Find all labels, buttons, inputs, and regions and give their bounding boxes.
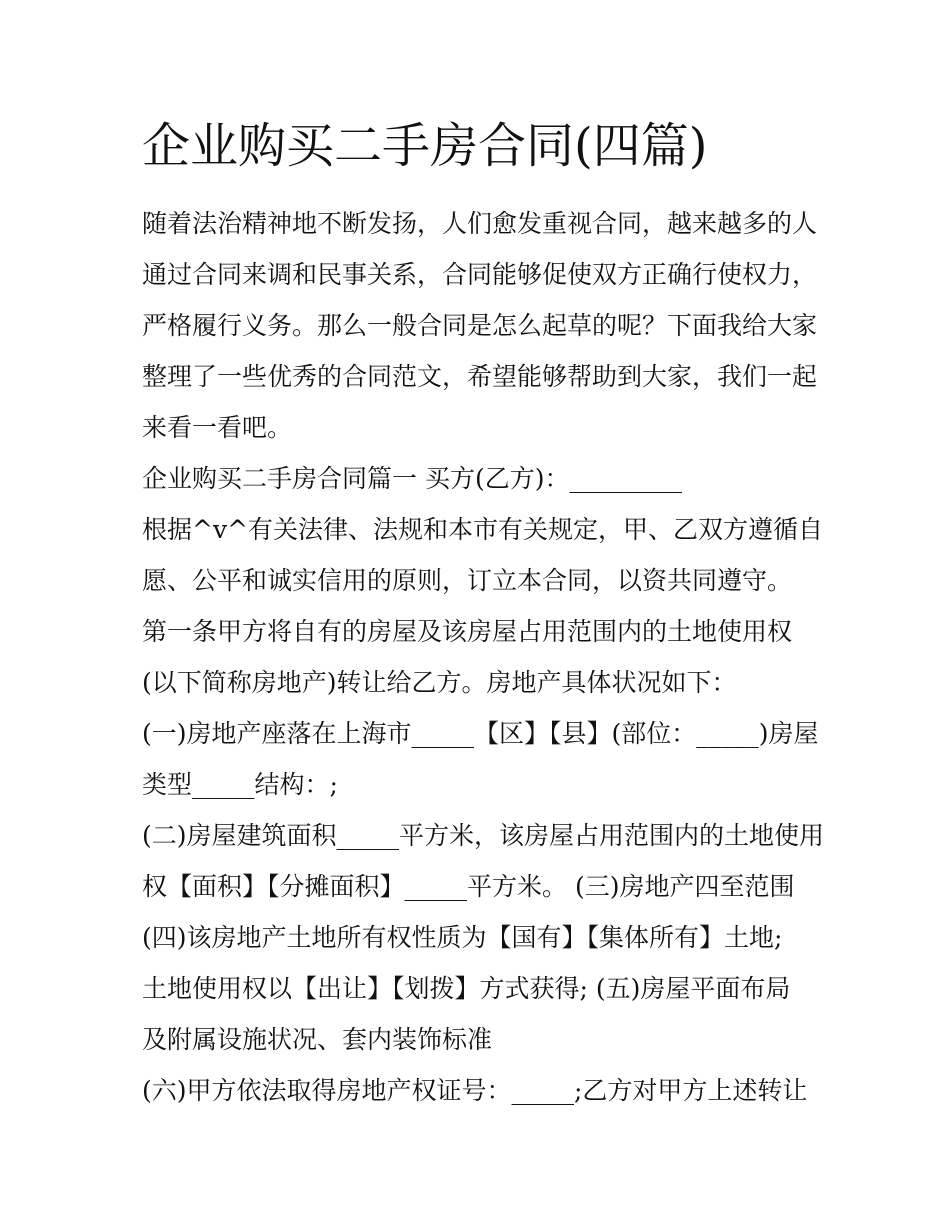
document-body bbox=[142, 198, 825, 1116]
article-one-line: 第一条甲方将自有的房屋及该房屋占用范围内的土地使用权 bbox=[142, 617, 793, 646]
clause-line: 及附属设施状况、套内装饰标准 bbox=[142, 1025, 493, 1054]
document-title: 企业购买二手房合同(四篇) bbox=[142, 118, 708, 174]
body-line: 愿、公平和诚实信用的原则，订立本合同，以资共同遵守。 bbox=[142, 566, 793, 595]
document-page bbox=[142, 112, 825, 1116]
clause-line: 类型_____结构：; bbox=[142, 770, 338, 799]
body-line: 整理了一些优秀的合同范文，希望能够帮助到大家，我们一起 bbox=[142, 362, 818, 391]
body-line: 来看一看吧。 bbox=[142, 413, 293, 442]
clause-line: (六)甲方依法取得房地产权证号：_____;乙方对甲方上述转让 bbox=[142, 1076, 808, 1105]
contract-one-heading-line: 企业购买二手房合同篇一 买方(乙方)：_________ bbox=[142, 464, 682, 493]
body-line: 严格履行义务。那么一般合同是怎么起草的呢？下面我给大家 bbox=[142, 311, 818, 340]
clause-line: 土地使用权以【出让】【划拨】方式获得; (五)房屋平面布局 bbox=[142, 974, 791, 1003]
body-line: 通过合同来调和民事关系，合同能够促使双方正确行使权力， bbox=[142, 260, 818, 289]
clause-line: (二)房屋建筑面积_____平方米，该房屋占用范围内的土地使用 bbox=[142, 821, 825, 850]
body-line: 随着法治精神地不断发扬，人们愈发重视合同，越来越多的人 bbox=[142, 209, 818, 238]
clause-line: (一)房地产座落在上海市_____【区】【县】(部位：_____)房屋 bbox=[142, 719, 819, 748]
clause-line: 权【面积】【分摊面积】_____平方米。 (三)房地产四至范围 bbox=[142, 872, 795, 901]
body-line: (以下简称房地产)转让给乙方。房地产具体状况如下： bbox=[142, 668, 737, 697]
body-line: 根据^v^有关法律、法规和本市有关规定，甲、乙双方遵循自 bbox=[142, 515, 824, 544]
clause-line: (四)该房地产土地所有权性质为【国有】【集体所有】土地; bbox=[142, 923, 783, 952]
